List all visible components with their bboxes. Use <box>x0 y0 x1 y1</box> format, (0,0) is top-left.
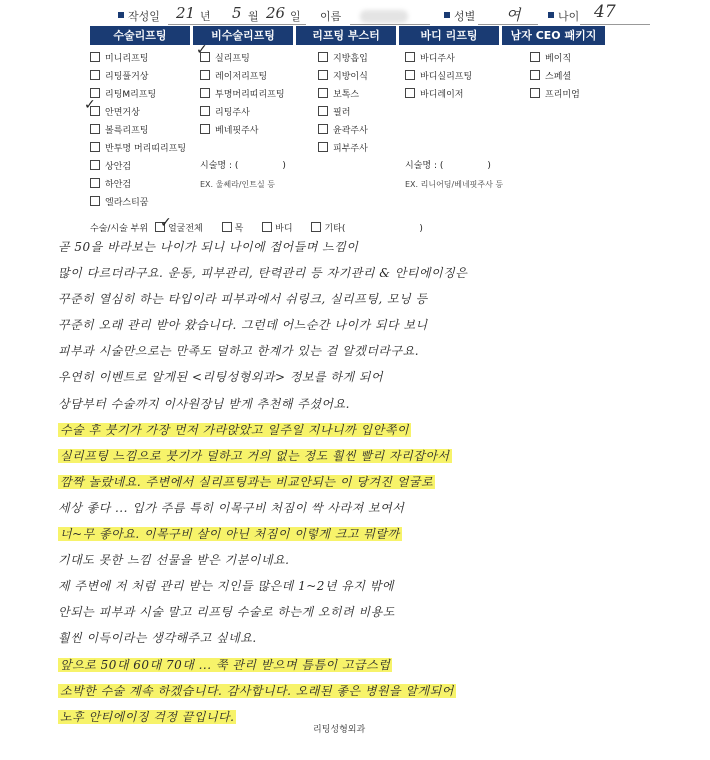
checkbox[interactable] <box>90 52 100 62</box>
checkbox[interactable] <box>90 70 100 80</box>
check-mark-icon: ✓ <box>84 97 96 113</box>
checkbox[interactable] <box>311 222 321 232</box>
review-text: 꾸준히 오래 관리 받아 왔습니다. 그런데 어느순간 나이가 되다 보니 <box>58 318 428 333</box>
checkbox[interactable] <box>405 70 415 80</box>
year-unit: 년 <box>200 10 211 23</box>
form-header <box>0 4 710 26</box>
checkbox[interactable] <box>200 106 210 116</box>
body-options: 바디주사 바디실리프팅 바디레이저 시술명 : ( ) EX. 리니어딩/베네핏주사 등 <box>405 52 503 196</box>
review-line <box>58 623 688 649</box>
age-label: 나이 <box>558 10 580 23</box>
bullet-icon <box>118 12 124 18</box>
highlighted-text: 소박한 수술 계속 하겠습니다. 감사합니다. 오래된 좋은 병원을 알게되어 <box>60 683 454 698</box>
day-value[interactable]: 26 <box>266 4 286 22</box>
review-line <box>58 571 688 597</box>
option-checkbox[interactable]: 볼륵리프팅 <box>90 124 186 142</box>
option-checkbox[interactable]: 반투명 머리띠리프팅 <box>90 142 186 160</box>
checkbox[interactable] <box>262 222 272 232</box>
option-checkbox[interactable]: 바디실리프팅 <box>405 70 503 88</box>
option-checkbox[interactable]: 스페셜 <box>530 70 580 88</box>
checkbox[interactable] <box>530 88 540 98</box>
option-checkbox[interactable]: 상안검 <box>90 160 186 178</box>
option-checkbox[interactable]: 필러 <box>318 106 368 124</box>
handwritten-review <box>58 232 688 728</box>
year-value[interactable]: 21 <box>176 4 196 22</box>
day-unit: 일 <box>290 10 301 23</box>
review-line <box>58 310 688 336</box>
review-line <box>58 493 688 519</box>
option-checkbox[interactable]: 지방흡입 <box>318 52 368 70</box>
date-label: 작성일 <box>128 10 160 23</box>
highlighted-text: 깜짝 놀랐네요. 주변에서 실리프팅과는 비교안되는 이 당겨진 얼굴로 <box>60 474 434 489</box>
review-line <box>58 336 688 362</box>
option-checkbox[interactable]: 피부주사 <box>318 142 368 160</box>
highlighted-text: 너~무 좋아요. 이목구비 살이 아닌 처짐이 이렇게 크고 뭐랄까 <box>60 527 400 542</box>
review-line <box>58 258 688 284</box>
checkbox[interactable] <box>530 70 540 80</box>
name-label: 이름 <box>320 10 342 23</box>
review-text: 안되는 피부과 시술 말고 리프팅 수술로 하는게 오히려 비용도 <box>58 605 395 620</box>
review-text: 기대도 못한 느낌 선물을 받은 기분이네요. <box>58 553 290 568</box>
booster-options <box>318 52 368 160</box>
procedure-label: 시술명 : ( <box>405 161 444 171</box>
check-mark-icon: ✓ <box>196 42 208 58</box>
month-unit: 월 <box>248 10 259 23</box>
review-line <box>58 519 688 545</box>
review-line <box>58 441 688 467</box>
date-underline <box>168 24 306 25</box>
checkbox[interactable] <box>318 124 328 134</box>
review-line <box>58 415 688 441</box>
area-label: 수술/시술 부위 <box>90 224 149 234</box>
option-checkbox[interactable]: 윤곽주사 <box>318 124 368 142</box>
highlighted-text: 앞으로 50대 60대 70대 ... 쭉 관리 받으며 틈틈이 고급스럽 <box>60 657 391 672</box>
checkbox[interactable] <box>90 178 100 188</box>
review-line <box>58 676 688 702</box>
checkbox[interactable] <box>90 142 100 152</box>
checkbox[interactable] <box>530 52 540 62</box>
review-text: 꾸준히 열심히 하는 타입이라 피부과에서 쉬링크, 실리프팅, 모닝 등 <box>58 292 428 307</box>
checkbox[interactable] <box>318 88 328 98</box>
checkbox[interactable] <box>318 70 328 80</box>
option-checkbox[interactable]: 지방이식 <box>318 70 368 88</box>
review-text: 많이 다르더라구요. 운동, 피부관리, 탄력관리 등 자기관리 & 안티에이징은 <box>58 266 468 281</box>
review-line <box>58 232 688 258</box>
option-checkbox[interactable]: 미니리프팅 <box>90 52 186 70</box>
option-checkbox[interactable]: 베이직 <box>530 52 580 70</box>
option-checkbox[interactable]: 바디주사 <box>405 52 503 70</box>
checkbox[interactable] <box>90 196 100 206</box>
checkbox[interactable] <box>200 88 210 98</box>
checkbox[interactable] <box>200 124 210 134</box>
tab-lifting-booster: 리프팅 부스터 <box>296 26 396 45</box>
tab-ceo-package: 남자 CEO 패키지 <box>502 26 605 45</box>
option-checkbox[interactable]: 베네핏주사 <box>200 124 286 142</box>
checkbox[interactable] <box>405 52 415 62</box>
checkbox[interactable] <box>90 160 100 170</box>
age-value[interactable]: 47 <box>594 2 616 22</box>
checkbox[interactable] <box>318 142 328 152</box>
highlighted-text: 노후 안티에이징 걱정 끝입니다. <box>60 709 235 724</box>
option-checkbox[interactable]: 레이저리프팅 <box>200 70 286 88</box>
checkbox[interactable] <box>200 70 210 80</box>
area-option-neck: 목 <box>234 224 244 234</box>
gender-label: 성별 <box>454 10 476 23</box>
option-checkbox[interactable]: 하안검 <box>90 178 186 196</box>
highlighted-text: 실리프팅 느낌으로 붓기가 덜하고 거의 없는 정도 훨씬 빨리 자리잡아서 <box>60 448 450 463</box>
gender-value[interactable]: 여 <box>506 6 521 24</box>
area-option-face: 얼굴전체 <box>167 224 203 234</box>
option-checkbox[interactable]: 엘라스티꿈 <box>90 196 186 214</box>
age-underline <box>580 24 650 25</box>
option-checkbox[interactable]: 보톡스 <box>318 88 368 106</box>
review-line <box>58 284 688 310</box>
tab-surgical-lifting: 수술리프팅 <box>90 26 190 45</box>
review-text: 제 주변에 저 처럼 관리 받는 지인들 많은데 1~2년 유지 밖에 <box>58 579 394 594</box>
surgical-options <box>90 52 186 214</box>
tab-nonsurgical-lifting: 비수술리프팅 <box>193 26 293 45</box>
review-line <box>58 467 688 493</box>
option-checkbox[interactable]: 바디레이저 <box>405 88 503 106</box>
redacted-name <box>360 10 408 23</box>
review-text: 훨씬 이득이라는 생각해주고 싶네요. <box>58 631 257 646</box>
review-line <box>58 597 688 623</box>
check-mark-icon: ✓ <box>160 215 172 231</box>
option-checkbox[interactable]: 리팅주사 <box>200 106 286 124</box>
option-checkbox[interactable]: 리팅풀거상 <box>90 70 186 88</box>
clinic-name: 리팅성형외과 <box>313 725 366 735</box>
review-line <box>58 702 688 728</box>
review-text: 우연히 이벤트로 알게된 <리팅성형외과> 정보를 하게 되어 <box>58 370 384 385</box>
review-text: 곧 50을 바라보는 나이가 되니 나이에 접어들며 느낌이 <box>58 240 359 254</box>
option-checkbox[interactable]: 리팅M리프팅 <box>90 88 186 106</box>
tab-body-lifting: 바디 리프팅 <box>399 26 499 45</box>
checkbox[interactable] <box>405 88 415 98</box>
area-option-body: 바디 <box>275 224 293 234</box>
option-checkbox[interactable]: 투명머리띠리프팅 <box>200 88 286 106</box>
procedure-example: EX. 울쎄라/인트실 등 <box>200 180 275 189</box>
bullet-icon <box>548 12 554 18</box>
review-line <box>58 362 688 388</box>
nonsurgical-options: 실리프팅 레이저리프팅 투명머리띠리프팅 리팅주사 베네핏주사 시술명 : ( ) EX. 울쎄라/인트실 등 <box>200 52 286 196</box>
checkbox[interactable] <box>318 52 328 62</box>
option-checkbox[interactable]: 안면거상 <box>90 106 186 124</box>
name-underline <box>350 24 430 25</box>
review-text: 상담부터 수술까지 이사원장님 받게 추천해 주셨어요. <box>58 396 350 411</box>
review-line <box>58 545 688 571</box>
review-text: 피부과 시술만으로는 만족도 덜하고 한계가 있는 걸 알겠더라구요. <box>58 344 420 359</box>
highlighted-text: 수술 후 붓기가 가장 먼저 가라앉았고 일주일 지나니까 입안쪽이 <box>60 422 409 437</box>
option-checkbox[interactable]: 프리미엄 <box>530 88 580 106</box>
ceo-options <box>530 52 580 106</box>
area-option-other: 기타( <box>324 224 346 234</box>
review-line <box>58 389 688 415</box>
checkbox[interactable] <box>222 222 232 232</box>
checkbox[interactable] <box>90 124 100 134</box>
procedure-label: 시술명 : ( <box>200 161 239 171</box>
option-checkbox[interactable]: 실리프팅 <box>200 52 286 70</box>
procedure-example: EX. 리니어딩/베네핏주사 등 <box>405 180 504 189</box>
month-value[interactable]: 5 <box>232 4 242 22</box>
checkbox[interactable] <box>318 106 328 116</box>
bullet-icon <box>444 12 450 18</box>
review-line <box>58 650 688 676</box>
spacer <box>310 12 316 18</box>
review-text: 세상 좋다 ... 입가 주름 특히 이목구비 처짐이 싹 사라져 보여서 <box>58 500 405 515</box>
area-selector: 수술/시술 부위 얼굴전체 목 바디 기타( ) <box>90 224 423 234</box>
